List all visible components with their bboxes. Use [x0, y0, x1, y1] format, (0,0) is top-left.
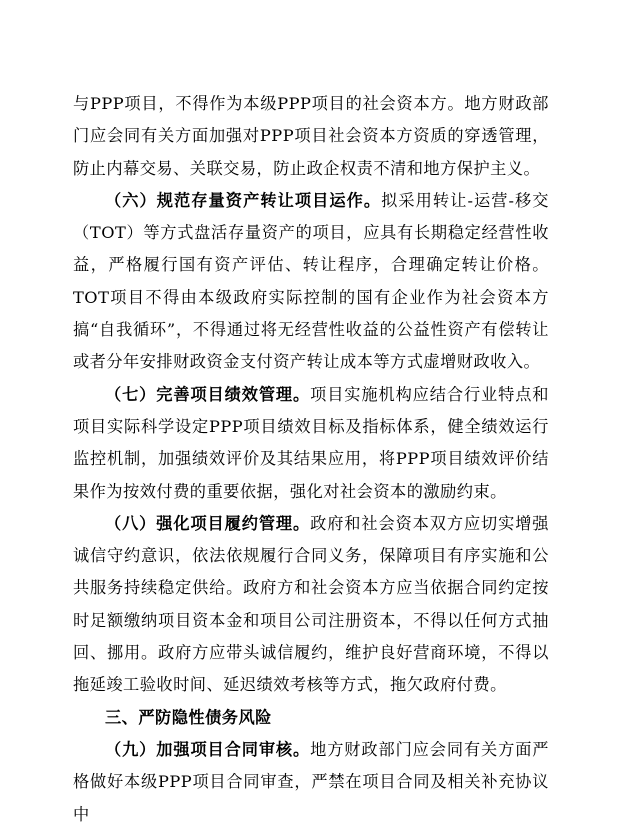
paragraph-text: 与PPP项目，不得作为本级PPP项目的社会资本方。地方财政部门应会同有关方面加强对PPP项目社会资本方资质的穿透管理，防止内幕交易、关联交易，防止政企权责不清和地方保护主义。	[73, 94, 549, 178]
paragraph-continuation	[73, 88, 549, 185]
paragraph-lead: （九）加强项目合同审核。	[105, 739, 311, 759]
paragraph-lead: （六）规范存量资产转让项目运作。	[105, 190, 382, 210]
section-heading: 三、严防隐性债务风险	[105, 707, 272, 727]
paragraph-text: 项目实施机构应结合行业特点和项目实际科学设定PPP项目绩效目标及指标体系，健全绩效运行监控机制，加强绩效评价及其结果应用，将PPP项目绩效评价结果作为按效付费的重要依据，强化对社会资本的激励约束。	[73, 384, 549, 501]
paragraph-lead: （八）强化项目履约管理。	[105, 513, 311, 533]
paragraph-contract-review	[73, 734, 549, 831]
paragraph-existing-asset-transfer	[73, 185, 549, 379]
paragraph-text: 政府和社会资本双方应切实增强诚信守约意识，依法依规履行合同义务，保障项目有序实施和公共服务持续稳定供给。政府方和社会资本方应当依据合同约定按时足额缴纳项目资本金和项目公司注册资本，不得以任何方式抽回、挪用。政府方应带头诚信履约，维护良好营商环境，不得以拖延竣工验收时间、延迟绩效考核等方式，拖欠政府付费。	[73, 513, 549, 695]
document-body	[73, 88, 549, 831]
paragraph-text: 地方财政部门应会同有关方面严格做好本级PPP项目合同审查，严禁在项目合同及相关补充协议中	[73, 739, 549, 824]
paragraph-text: 拟采用转让-运营-移交（TOT）等方式盘活存量资产的项目，应具有长期稳定经营性收益，严格履行国有资产评估、转让程序，合理确定转让价格。TOT项目不得由本级政府实际控制的国有企业作为社会资本方搞“自我循环”，不得通过将无经营性收益的公益性资产有偿转让或者分年安排财政资金支付资产转让成本等方式虚增财政收入。	[73, 190, 549, 372]
paragraph-lead: （七）完善项目绩效管理。	[105, 384, 311, 404]
paragraph-contract-performance	[73, 508, 549, 702]
paragraph-performance-management	[73, 379, 549, 508]
